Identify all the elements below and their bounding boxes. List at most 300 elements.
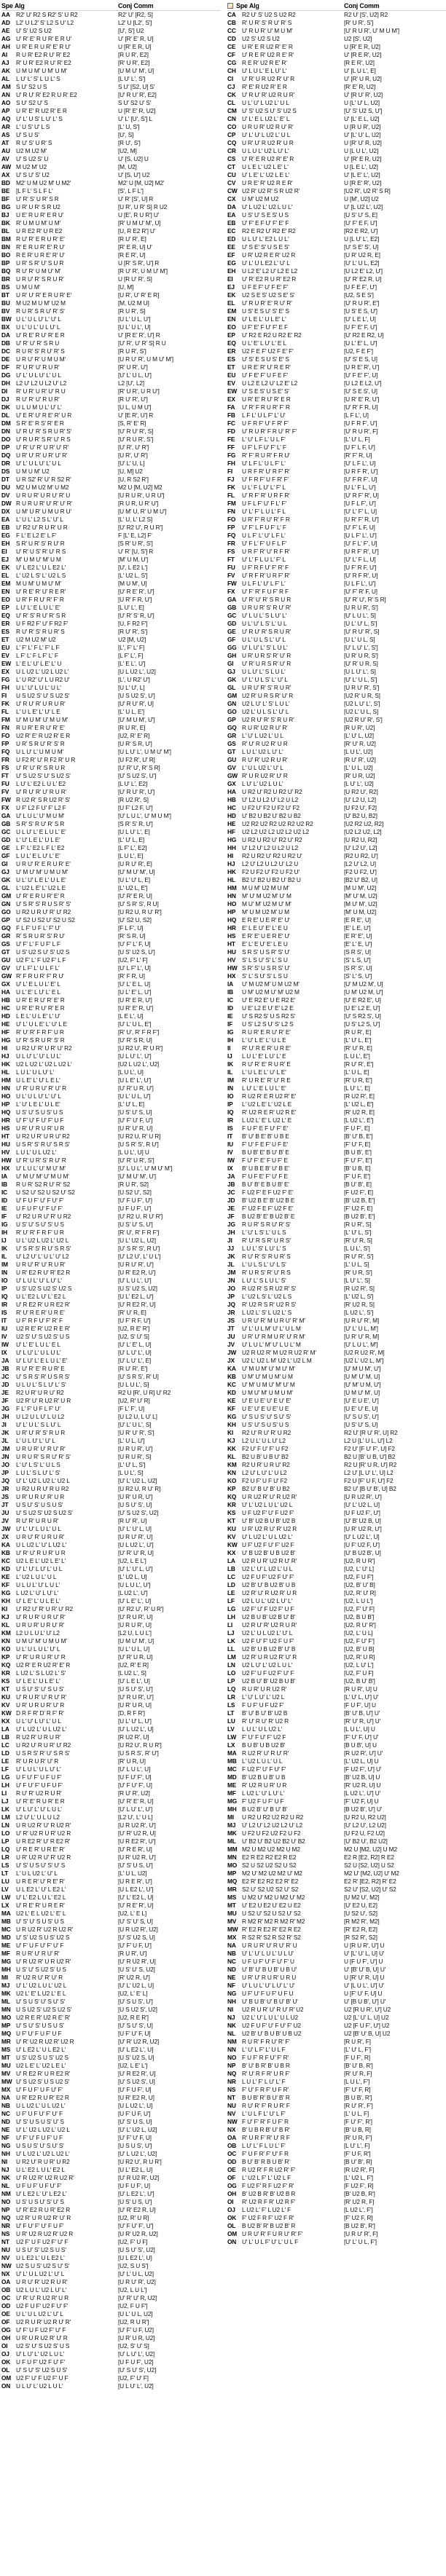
- row-commutator: [U' R' U2 R, U2]: [118, 2038, 160, 2045]
- row-commutator: [U L' U L, U']: [118, 315, 151, 323]
- table-row: [227, 283, 446, 291]
- table-row: [1, 508, 220, 516]
- row-commutator: [U' L E2 L', U]: [118, 2046, 154, 2053]
- row-key: IN: [227, 1084, 233, 1092]
- row-key: JH: [227, 1229, 235, 1236]
- row-algorithm: U E' U' E U E' U E: [242, 1405, 289, 1412]
- row-key: JP: [227, 1293, 235, 1300]
- row-commutator: [U' L' U' L, U']: [118, 1565, 153, 1572]
- row-key: ME: [1, 1942, 11, 1949]
- table-row: [227, 1854, 446, 1862]
- table-row: [1, 1317, 220, 1325]
- row-algorithm: U' R' E' R U R' E R U': [16, 35, 72, 42]
- row-commutator: [U' R F R', U]: [344, 572, 378, 579]
- row-key: NP: [227, 2062, 236, 2069]
- row-key: OH: [1, 2334, 11, 2341]
- row-commutator: [U' S E' S', U]: [344, 243, 379, 251]
- row-commutator: U' L' [U', S'] L: [118, 115, 152, 122]
- row-commutator: [B U2 B', E']: [344, 1213, 375, 1220]
- row-key: JQ: [227, 1301, 235, 1308]
- row-commutator: [R' F' R, U]: [344, 452, 372, 459]
- row-algorithm: U F' U F U' F' U' F: [16, 2110, 63, 2117]
- row-algorithm: U' R' S' U R' S R: [16, 195, 59, 202]
- row-commutator: [U' F L' F', U]: [344, 540, 377, 547]
- row-key: AJ: [1, 59, 9, 66]
- row-commutator: [U L' U L, U2]: [118, 2310, 153, 2317]
- row-algorithm: U2 B U' B' U2 B U B': [242, 1677, 296, 1685]
- table-row: [227, 1765, 446, 1773]
- table-row: [227, 916, 446, 924]
- table-row: [227, 107, 446, 115]
- row-algorithm: U S U S' U' S U' S': [16, 2142, 64, 2149]
- row-algorithm: U S' U' S U S' U S: [242, 1421, 289, 1428]
- row-algorithm: M U2 M' U2: [16, 163, 47, 170]
- table-row: [227, 1261, 446, 1269]
- row-algorithm: L U' L' F L U L' F': [242, 2142, 286, 2149]
- row-key: JB: [1, 1365, 9, 1372]
- row-key: IO: [1, 1277, 8, 1284]
- row-key: OJ: [1, 2350, 9, 2358]
- table-row: [1, 2118, 220, 2126]
- table-row: [1, 596, 220, 604]
- row-algorithm: U2 L' U L U2 L' U' L: [242, 1629, 293, 1636]
- table-row: [1, 2382, 220, 2390]
- row-key: MG: [1, 1958, 12, 1965]
- row-algorithm: U R U2 R' U2 R U2 R': [16, 1926, 74, 1933]
- row-algorithm: U' L2 U L2 U' L2 U L2: [242, 796, 299, 803]
- row-algorithm: R U R' S R U' R' S': [242, 1221, 291, 1228]
- row-key: BK: [1, 219, 10, 227]
- table-row: [227, 636, 446, 644]
- row-algorithm: U' L2 U' L2 U L2 U L2: [242, 844, 299, 851]
- row-commutator: [U' S U' S', U2]: [118, 2366, 157, 2374]
- row-commutator: [F' U' F, E]: [344, 1141, 370, 1148]
- table-row: [227, 516, 446, 524]
- row-key: EH: [227, 267, 236, 275]
- table-row: [1, 1036, 220, 1044]
- row-algorithm: R' U2 R F R' U2 R F': [242, 2198, 296, 2205]
- row-key: GQ: [1, 924, 11, 931]
- row-commutator: [R U' R', F']: [344, 2102, 373, 2109]
- row-key: LV: [1, 1886, 9, 1893]
- row-commutator: [U2, R U R']: [344, 1557, 375, 1564]
- row-key: NE: [227, 1974, 236, 1981]
- table-row: [227, 155, 446, 163]
- row-key: LX: [1, 1902, 9, 1909]
- row-algorithm: U2 F E F' U2 F E' F': [242, 347, 294, 355]
- table-row: [1, 1829, 220, 1838]
- row-key: IB: [1, 1181, 7, 1188]
- row-key: JR: [1, 1485, 9, 1492]
- row-algorithm: R U R' U2 R U' R': [242, 724, 288, 731]
- row-commutator: U2 [B' U' B, U] U2: [344, 2030, 391, 2037]
- row-commutator: [L U' L', E]: [344, 1084, 370, 1092]
- row-key: NJ: [1, 2166, 9, 2173]
- row-commutator: [L' U' L, S']: [118, 1461, 146, 1468]
- row-commutator: [U' L' F' L, U]: [344, 508, 377, 515]
- row-commutator: U' [R' E R, U2]: [344, 155, 382, 162]
- row-key: BM: [1, 235, 11, 243]
- row-commutator: [U2 L' U2 L, M']: [344, 1357, 384, 1364]
- table-row: [1, 35, 220, 43]
- row-key: BU: [1, 299, 10, 307]
- row-algorithm: U R' S R U' R' S' R: [16, 740, 65, 747]
- row-key: CV: [227, 179, 236, 186]
- row-key: OE: [227, 2166, 236, 2173]
- row-key: IG: [1, 1221, 8, 1228]
- row-algorithm: R U' R' S' R U R' S: [242, 1253, 291, 1260]
- left-spe-header: [1, 1, 25, 10]
- table-row: [1, 892, 220, 900]
- row-commutator: [U' S R S', R' U]: [118, 1373, 159, 1380]
- row-algorithm: U' F U F' U' F U' F': [16, 1197, 64, 1204]
- row-commutator: [L' U' L, E]: [118, 836, 144, 843]
- table-row: [227, 828, 446, 836]
- table-row: [227, 1749, 446, 1757]
- row-algorithm: B' U2 B R' B' U2 B R: [242, 2190, 296, 2197]
- table-row: [1, 1701, 220, 1709]
- table-row: [1, 1846, 220, 1854]
- row-algorithm: L U' L' U2 L U L': [242, 780, 283, 787]
- table-row: [227, 452, 446, 460]
- row-algorithm: U R' E R U' R' E' R: [16, 996, 65, 1004]
- row-commutator: [U' L F' L', U]: [118, 964, 151, 972]
- table-row: [227, 908, 446, 916]
- row-key: LF: [227, 1597, 235, 1604]
- row-algorithm: U R F' R' U' R F R': [242, 548, 290, 555]
- table-row: [227, 1741, 446, 1749]
- row-commutator: [U' R' E R, U]: [118, 892, 152, 899]
- row-key: NR: [227, 2078, 236, 2085]
- table-row: [1, 43, 220, 51]
- table-row: [227, 844, 446, 852]
- row-key: CD: [227, 35, 236, 42]
- row-commutator: [U, F R2 F']: [118, 620, 148, 627]
- table-row: [1, 331, 220, 339]
- row-key: LM: [227, 1653, 236, 1661]
- row-key: KQ: [227, 1493, 237, 1500]
- row-key: GA: [227, 596, 237, 603]
- row-key: IG: [227, 1028, 234, 1036]
- table-row: [1, 1453, 220, 1461]
- table-row: [227, 339, 446, 347]
- row-algorithm: L2 U' L' U L U L2: [16, 1813, 60, 1821]
- row-algorithm: U R E' R' U2 R E R': [242, 179, 293, 186]
- row-commutator: [R' U R, E']: [344, 1076, 372, 1084]
- row-key: EA: [1, 516, 10, 523]
- row-commutator: [F U' F', R']: [344, 2118, 372, 2125]
- table-row: [227, 355, 446, 363]
- row-key: KC: [227, 1381, 236, 1388]
- row-key: IK: [227, 1060, 233, 1068]
- row-algorithm: U L E' L' U' L E L': [16, 1076, 60, 1084]
- row-algorithm: U S U' S' U' S U S': [16, 1685, 64, 1693]
- row-algorithm: F' U F E' F' U' F E: [242, 1173, 288, 1180]
- table-row: [227, 932, 446, 940]
- row-key: CW: [227, 187, 238, 194]
- table-row: [227, 1309, 446, 1317]
- row-commutator: [U2, L U L']: [344, 1597, 373, 1604]
- row-algorithm: U2 F U F' U' F U' F' U2: [242, 2022, 301, 2029]
- row-key: ID: [227, 1004, 233, 1012]
- row-commutator: U' R' [U, S'] R: [118, 548, 154, 555]
- row-key: CP: [227, 131, 236, 138]
- row-algorithm: U' S R' S' R U S R' S': [16, 900, 71, 907]
- row-algorithm: U2 L U' L' U2 L U L': [242, 1661, 292, 1669]
- row-key: IX: [227, 1165, 233, 1172]
- row-key: EU: [1, 644, 10, 651]
- row-key: CR: [227, 147, 236, 154]
- row-algorithm: U' R2 E R2 U R2 E' R2: [242, 331, 302, 339]
- row-key: JU: [1, 1509, 9, 1516]
- row-key: HC: [1, 1004, 10, 1012]
- row-key: JU: [227, 1333, 235, 1340]
- row-key: JT: [227, 1325, 235, 1332]
- row-key: MA: [1, 1910, 11, 1917]
- row-algorithm: U' R E' R' U R E R': [16, 1902, 65, 1909]
- row-key: IS: [1, 1309, 7, 1316]
- row-key: IA: [1, 1173, 7, 1180]
- table-row: [227, 347, 446, 355]
- row-algorithm: U' R U' R' S R U R': [242, 628, 292, 635]
- table-row: [227, 492, 446, 500]
- row-commutator: U [R' U' R, U] U: [344, 1974, 385, 1981]
- table-row: [227, 2062, 446, 2070]
- table-row: [227, 243, 446, 251]
- table-row: [227, 2118, 446, 2126]
- row-key: JL: [227, 1261, 235, 1268]
- row-commutator: [U' B' U2 B, U]: [344, 1517, 381, 1524]
- row-algorithm: U' R F R' U R F' R': [242, 572, 290, 579]
- row-commutator: S U' [S2, U] S': [118, 83, 155, 90]
- row-algorithm: U R' U R U' R' U R: [16, 1493, 65, 1500]
- row-commutator: [R' U' R, F]: [344, 2070, 372, 2077]
- row-algorithm: U' L' U L' S L U' L: [16, 1421, 61, 1428]
- row-key: HU: [1, 1141, 10, 1148]
- row-algorithm: R2 U' S' U2 S U2 R2: [242, 11, 296, 18]
- row-algorithm: U R U' R' U' R U R': [16, 1261, 66, 1268]
- row-algorithm: U R' U' R' S' R U R: [16, 1429, 66, 1436]
- table-row: [1, 379, 220, 387]
- table-row: [1, 1733, 220, 1741]
- row-commutator: [U' L' U, L]: [118, 460, 145, 467]
- row-commutator: [L' U L, E]: [344, 1068, 369, 1076]
- row-key: MI: [227, 1813, 234, 1821]
- row-commutator: U [L U L', U2]: [344, 147, 379, 154]
- row-key: GN: [227, 700, 237, 707]
- row-key: OF: [1, 2318, 10, 2325]
- row-commutator: [U' R', U' R' S] R U: [118, 339, 166, 347]
- row-key: LS: [227, 1701, 235, 1709]
- table-row: [1, 1189, 220, 1197]
- row-key: IC: [1, 1189, 7, 1196]
- row-key: EJ: [1, 556, 9, 563]
- row-algorithm: R2 U' R U' R' U R2: [242, 1429, 292, 1436]
- row-commutator: [U S' E S, U']: [344, 307, 377, 315]
- row-key: MB: [227, 1757, 237, 1765]
- row-algorithm: R' U R' U' R U R': [16, 363, 60, 371]
- row-algorithm: U R' U2 R U2 R' U2 R: [16, 2230, 74, 2237]
- row-algorithm: U' R U R' E' R U' R': [242, 299, 292, 307]
- table-row: [227, 1477, 446, 1485]
- row-key: LJ: [227, 1629, 235, 1636]
- row-key: GV: [227, 764, 236, 771]
- table-row: [1, 724, 220, 732]
- row-algorithm: U L E2 L' U L E2 L': [16, 2254, 65, 2261]
- table-row: [227, 83, 446, 91]
- row-commutator: [E R E', U]: [344, 916, 371, 923]
- row-commutator: [U2, R U' R']: [344, 1621, 376, 1628]
- table-row: [227, 1445, 446, 1453]
- row-algorithm: U S' E S U' S' E' S: [242, 307, 289, 315]
- row-commutator: [L U' L', F]: [344, 2142, 370, 2149]
- table-row: [1, 2070, 220, 2078]
- table-row: [227, 19, 446, 27]
- table-row: [227, 2158, 446, 2166]
- row-algorithm: F2 U F' U F U' F2: [242, 1477, 287, 1484]
- row-algorithm: U' R' U R S R' U' R: [242, 660, 292, 667]
- table-row: [227, 1277, 446, 1285]
- row-key: EQ: [227, 339, 236, 347]
- table-row: [227, 1133, 446, 1141]
- table-row: [227, 1838, 446, 1846]
- table-row: [227, 1116, 446, 1124]
- table-row: [1, 676, 220, 684]
- row-commutator: [U' R' S' R, U']: [118, 612, 154, 619]
- row-key: AO: [1, 99, 11, 106]
- row-commutator: [U F U F', U2]: [118, 2358, 154, 2366]
- table-row: [1, 1501, 220, 1509]
- row-commutator: [U2, L' E' L]: [118, 1990, 148, 1997]
- row-commutator: [U S U' S', U]: [118, 1501, 152, 1508]
- table-row: [227, 780, 446, 788]
- row-algorithm: S R S' U S R' S' U': [242, 948, 290, 956]
- table-row: [227, 1381, 446, 1389]
- table-row: [227, 1429, 446, 1437]
- row-commutator: [U' R' E2 R, U]: [118, 2206, 156, 2213]
- row-key: MA: [227, 1749, 237, 1757]
- row-algorithm: B U B' U B U2 B': [242, 1741, 286, 1749]
- row-commutator: [U2, S' U' S]: [118, 2342, 149, 2349]
- row-key: EG: [1, 532, 10, 539]
- row-algorithm: S' L S U' S' L' S U: [242, 956, 288, 964]
- row-commutator: [U F' L2 F, U']: [118, 804, 153, 811]
- row-algorithm: U R U R' U2 R U' R': [242, 123, 294, 130]
- row-key: EH: [1, 540, 10, 547]
- row-commutator: R2 U [R', U R] U' R2: [118, 1389, 171, 1396]
- table-row: [227, 67, 446, 75]
- row-key: KF: [1, 1581, 9, 1588]
- row-algorithm: U L2 U L U' L U L2: [16, 1413, 65, 1420]
- row-commutator: [R E R', U2]: [344, 59, 375, 66]
- table-row: [227, 227, 446, 235]
- table-row: [227, 2006, 446, 2014]
- table-row: [227, 1365, 446, 1373]
- table-row: [227, 948, 446, 956]
- row-key: MK: [1, 1990, 11, 1997]
- row-algorithm: U' L' U L U' L' U L: [16, 371, 61, 379]
- row-commutator: [U' R U' R', E2]: [118, 91, 157, 98]
- row-algorithm: U2 R' U' R U2 R' U R: [16, 1397, 71, 1404]
- row-key: GB: [1, 820, 11, 827]
- table-row: [1, 1549, 220, 1557]
- row-commutator: [U2, F U' F']: [344, 1637, 375, 1645]
- row-algorithm: U' L U L' E L U' L': [242, 67, 286, 74]
- table-row: [1, 956, 220, 964]
- table-row: [227, 35, 446, 43]
- row-algorithm: R' U R F' R' U' R F: [242, 2134, 290, 2141]
- row-algorithm: U' M' U M U' M' U' M: [242, 1381, 295, 1388]
- row-algorithm: R' U R' S' R U' R' S: [242, 19, 292, 26]
- table-row: [227, 1389, 446, 1397]
- table-row: [1, 1245, 220, 1253]
- table-row: [1, 1421, 220, 1429]
- row-key: AW: [1, 163, 12, 170]
- table-row: [227, 1557, 446, 1565]
- row-commutator: [U2, B U' B']: [344, 1677, 375, 1685]
- row-algorithm: U' L E2 L' U L E2 L': [16, 2046, 66, 2053]
- row-algorithm: U R U R' U' R U' R' U: [242, 1942, 297, 1949]
- left-spe-header-label: Spe Alg: [1, 2, 25, 9]
- row-commutator: [U L' E2 L, U]: [118, 2166, 152, 2173]
- row-commutator: [R U R', F]: [344, 2038, 371, 2045]
- row-key: JD: [227, 1197, 235, 1204]
- row-algorithm: U' F R F' U F R' F': [242, 476, 289, 483]
- table-row: [227, 956, 446, 964]
- table-row: [227, 652, 446, 660]
- row-commutator: [U R2 U, R U' R']: [118, 908, 162, 915]
- row-algorithm: U' F' U F U2 F' U' F: [16, 2326, 66, 2333]
- row-key: EU: [227, 371, 236, 379]
- row-algorithm: U' L' U' L U2 L' U L: [242, 131, 291, 138]
- row-algorithm: U' R' F R U R' F' R: [242, 403, 290, 411]
- row-algorithm: U' S' U2 S U2: [16, 27, 52, 34]
- row-algorithm: F L' E L2 E' L F': [16, 532, 57, 539]
- row-key: MT: [1, 2054, 10, 2061]
- row-algorithm: U S U' S' U S U S': [16, 1501, 63, 1508]
- row-algorithm: U R2 U R U' R' U' R2: [16, 908, 71, 915]
- row-algorithm: M' U M U' M' U M: [16, 556, 61, 563]
- table-row: [1, 700, 220, 708]
- row-algorithm: U' R E' R U' R' E R: [16, 331, 65, 339]
- table-row: [227, 428, 446, 436]
- row-commutator: [L U L', U] U: [118, 1149, 149, 1156]
- row-algorithm: U' L U2 L' U L U2 L': [242, 1533, 292, 1540]
- row-key: LE: [227, 1589, 235, 1596]
- row-algorithm: F' U2 F R F' U2 F R': [242, 2214, 294, 2221]
- table-row: [227, 644, 446, 652]
- row-algorithm: U' S U2 S' U S U2 S': [16, 2078, 70, 2085]
- row-commutator: [U2 R' U R, S]: [344, 692, 380, 699]
- row-key: HR: [1, 1116, 10, 1124]
- row-commutator: [R U2 R', U'] U': [344, 1749, 383, 1757]
- row-algorithm: U F U F' U2 F U' F': [16, 2358, 65, 2366]
- row-algorithm: U' S R2 S' U S R2 S': [242, 1012, 296, 1020]
- row-algorithm: L' U2 L S' L' U2 L S: [242, 1293, 292, 1300]
- row-key: FW: [1, 796, 11, 803]
- table-row: [227, 403, 446, 411]
- row-commutator: [U2, F E F']: [344, 347, 373, 355]
- row-key: IM: [1, 1261, 8, 1268]
- row-key: NN: [227, 2046, 236, 2053]
- row-commutator: [U' R' E' R, U]: [118, 1797, 154, 1805]
- row-commutator: [R' U R', E2]: [118, 59, 150, 66]
- table-row: [227, 612, 446, 620]
- row-algorithm: U L U' L' E2 L U L': [242, 235, 289, 243]
- row-algorithm: U F U' F' U F U F': [16, 1773, 62, 1781]
- row-commutator: L2 U' [L U' L', U] L2: [344, 1469, 394, 1476]
- row-algorithm: U S' L2 S U' S' L2 S: [242, 1020, 294, 1028]
